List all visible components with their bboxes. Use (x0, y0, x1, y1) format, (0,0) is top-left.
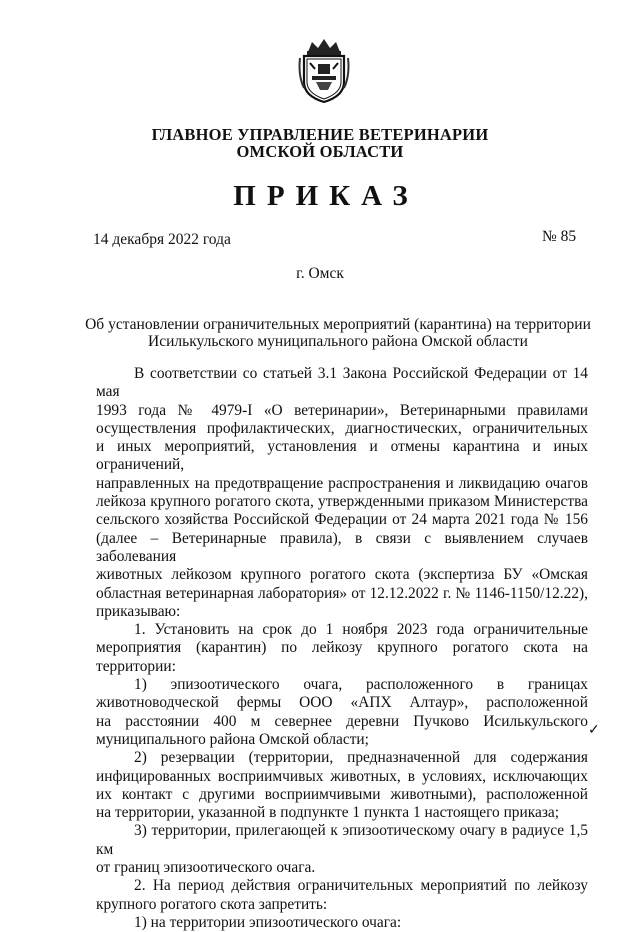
body-line: на расстоянии 400 м севернее деревни Пучково Исилькульского (96, 712, 588, 730)
body-line: приказываю: (96, 602, 181, 620)
margin-mark: ✓ (588, 723, 600, 738)
body-line: мероприятия (карантин) по лейкозу крупного рогатого скота на территории: (96, 639, 588, 675)
body-line: 2. На период действия ограничительных мероприятий по лейкозу (134, 877, 588, 895)
body-line: 1) эпизоотического очага, расположенного в границах (134, 676, 588, 694)
body-line: 3) территории, прилегающей к эпизоотическому очагу в радиусе 1,5 км (96, 822, 588, 858)
body-line: осуществления профилактических, диагностических, ограничительных (96, 419, 588, 437)
body-line: их контакт с другими восприимчивыми животными), расположенной (96, 785, 588, 803)
body-line: направленных на предотвращение распространения и ликвидацию очагов (96, 474, 588, 492)
document-number: № 85 (542, 228, 577, 245)
body-line: муниципального района Омской области; (96, 730, 369, 748)
document-type-title: ПРИКАЗ (233, 180, 419, 212)
body-line: крупного рогатого скота запретить: (96, 895, 328, 913)
body-line: 1993 года № 4979-I «О ветеринарии», Ветеринарными правилами (96, 401, 588, 419)
organization-name-line1: ГЛАВНОЕ УПРАВЛЕНИЕ ВЕТЕРИНАРИИ (151, 125, 489, 144)
body-line: на территории, указанной в подпункте 1 пункта 1 настоящего приказа; (96, 804, 560, 822)
document-date: 14 декабря 2022 года (93, 231, 231, 248)
subject-line2: Исилькульского муниципального района Омской области (148, 333, 528, 350)
body-line: В соответствии со статьей 3.1 Закона Российской Федерации от 14 мая (96, 365, 588, 401)
body-line: 1) на территории эпизоотического очага: (134, 913, 402, 931)
subject-line1: Об установлении ограничительных мероприятий (карантина) на территории (85, 316, 591, 333)
body-line: от границ эпизоотического очага. (96, 859, 316, 877)
document-body (96, 365, 588, 932)
organization-name-line2: ОМСКОЙ ОБЛАСТИ (236, 142, 404, 161)
body-line: инфицированных восприимчивых животных, в условиях, исключающих (96, 767, 588, 785)
body-line: и иных мероприятий, установления и отмены карантина и иных ограничений, (96, 438, 588, 474)
body-line: (далее – Ветеринарные правила), в связи с выявлением случаев заболевания (96, 529, 588, 565)
body-line: 1. Установить на срок до 1 ноября 2023 года ограничительные (134, 621, 588, 639)
body-line: лейкоза крупного рогатого скота, утвержденными приказом Министерства (96, 493, 588, 511)
body-line: областная ветеринарная лаборатория» от 12.12.2022 г. № 1146-1150/12.22), (96, 584, 588, 602)
body-line: животных лейкозом крупного рогатого скота (экспертиза БУ «Омская (96, 566, 588, 584)
body-line: животноводческой фермы ООО «АПХ Алтаур», расположенной (96, 694, 588, 712)
document-city: г. Омск (296, 265, 344, 282)
body-line: 2) резервации (территории, предназначенной для содержания (134, 749, 588, 767)
body-line: сельского хозяйства Российской Федерации от 24 марта 2021 года № 156 (96, 511, 588, 529)
omsk-coat-of-arms-icon (298, 36, 350, 104)
